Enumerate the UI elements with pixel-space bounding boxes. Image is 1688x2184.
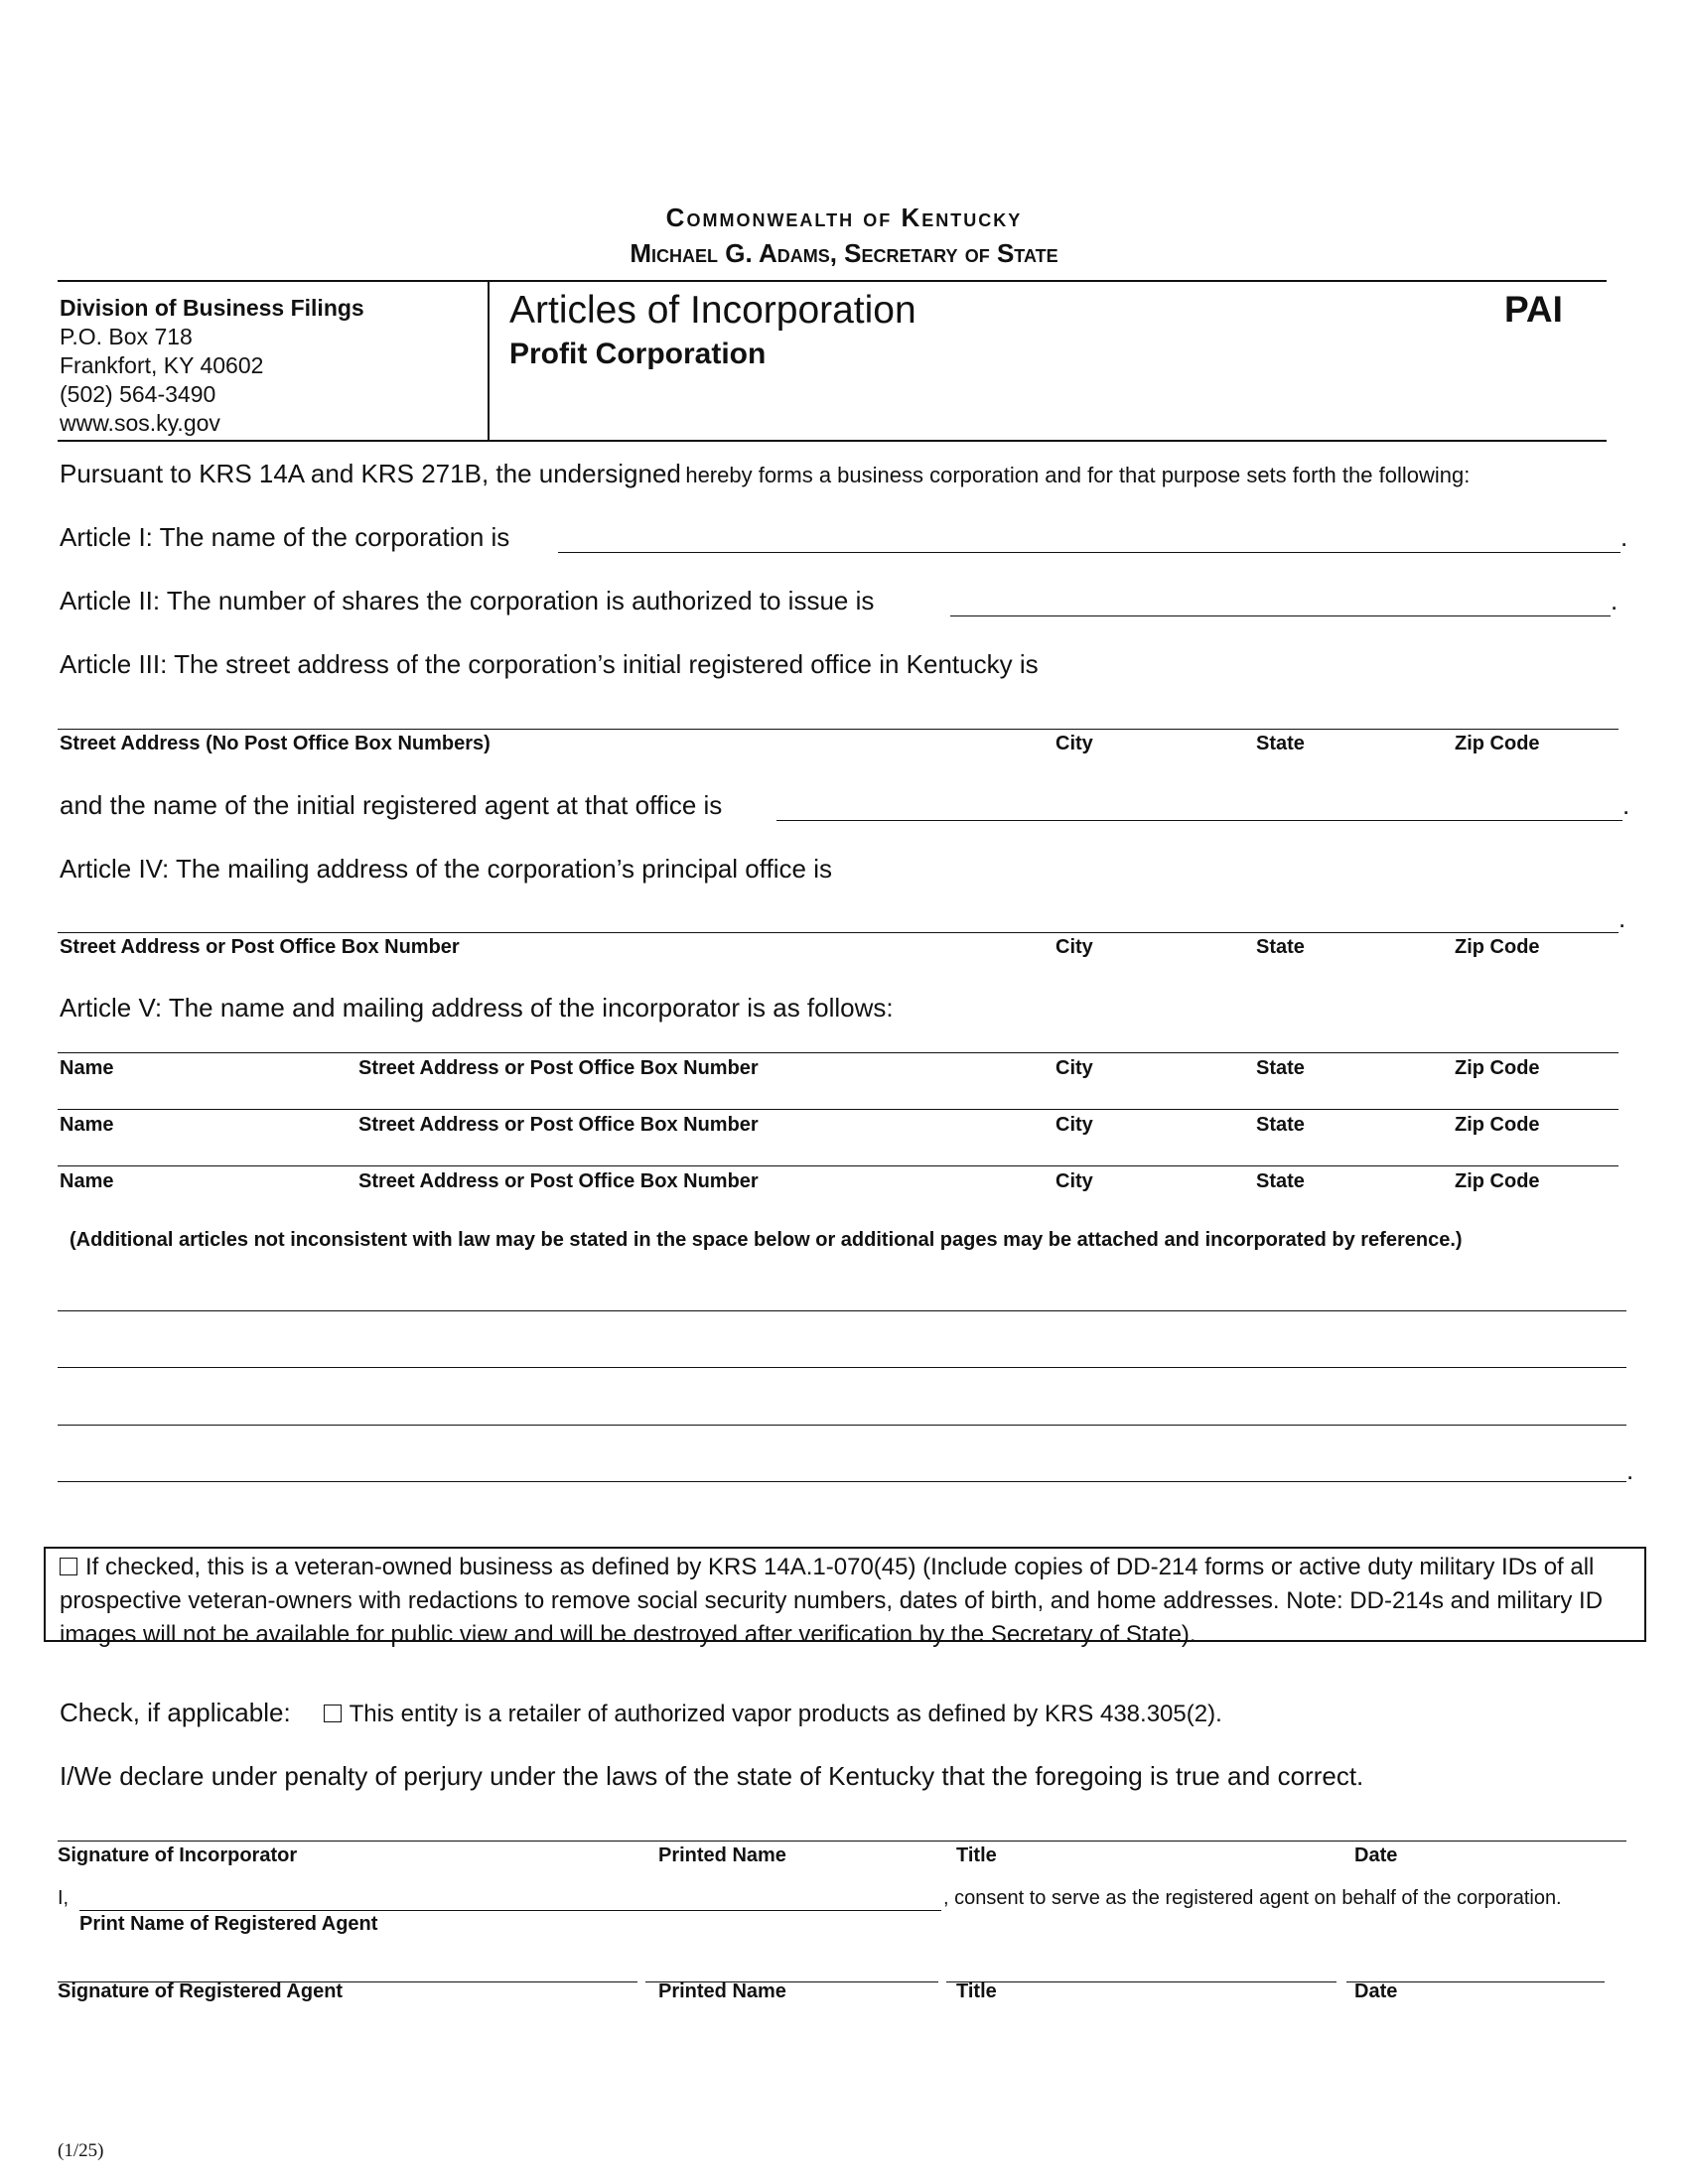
agent-date-line[interactable] [1346, 1958, 1605, 1982]
label-state: State [1256, 1170, 1305, 1192]
label-street-or-po: Street Address or Post Office Box Number [60, 936, 460, 958]
article-2-label: Article II: The number of shares the corporation is authorized to issue is [60, 586, 875, 615]
label-state: State [1256, 1057, 1305, 1079]
additional-articles-note: (Additional articles not inconsistent with law may be stated in the space below or additional pages may be attached and incorporated by reference.) [70, 1229, 1463, 1251]
agent-title-line[interactable] [946, 1958, 1336, 1982]
vapor-label: Check, if applicable: [60, 1698, 291, 1727]
revision-code: (1/25) [58, 2140, 104, 2161]
article-3-label: Article III: The street address of the corporation’s initial registered office in Kentucky is [60, 649, 1039, 679]
label-title: Title [956, 1844, 997, 1866]
label-city: City [1055, 1114, 1093, 1136]
division-web: www.sos.ky.gov [60, 410, 220, 436]
article-3-address-field[interactable] [58, 695, 1618, 730]
registered-agent-field[interactable] [776, 794, 1622, 821]
additional-line-4[interactable] [58, 1451, 1626, 1482]
label-city: City [1055, 1057, 1093, 1079]
header-commonwealth: Commonwealth of Kentucky [665, 203, 1023, 232]
vapor-checkbox[interactable] [324, 1705, 342, 1722]
form-subtitle: Profit Corporation [509, 338, 767, 370]
label-street-or-po: Street Address or Post Office Box Number [358, 1170, 759, 1192]
label-name: Name [60, 1170, 114, 1192]
label-printed-name: Printed Name [658, 1844, 786, 1866]
header-divider [488, 281, 490, 440]
incorporator-signature-line[interactable] [58, 1817, 1626, 1842]
label-zip: Zip Code [1455, 1057, 1540, 1079]
period: . [1620, 522, 1628, 552]
label-state: State [1256, 1114, 1305, 1136]
label-printed-name: Printed Name [658, 1980, 786, 2002]
division-city: Frankfort, KY 40602 [60, 352, 264, 378]
label-date: Date [1354, 1844, 1398, 1866]
article-1-label: Article I: The name of the corporation is [60, 522, 510, 552]
period: . [1618, 903, 1626, 933]
header-rule-top [58, 280, 1607, 282]
consent-prefix: I, [58, 1887, 70, 1909]
label-street-or-po: Street Address or Post Office Box Number [358, 1057, 759, 1079]
label-signature-agent: Signature of Registered Agent [58, 1980, 344, 2002]
consent-suffix: , consent to serve as the registered agent on behalf of the corporation. [943, 1887, 1562, 1909]
label-name: Name [60, 1114, 114, 1136]
declaration: I/We declare under penalty of perjury under the laws of the state of Kentucky that the foregoing is true and correct. [60, 1761, 1364, 1791]
period: . [1611, 586, 1618, 615]
division-box: P.O. Box 718 [60, 324, 193, 349]
division-name: Division of Business Filings [60, 295, 364, 321]
label-city: City [1055, 1170, 1093, 1192]
label-print-name-agent: Print Name of Registered Agent [79, 1913, 378, 1935]
agent-label: and the name of the initial registered agent at that office is [60, 790, 723, 820]
label-title: Title [956, 1980, 997, 2002]
label-name: Name [60, 1057, 114, 1079]
period: . [1626, 1455, 1634, 1485]
label-state: State [1256, 936, 1305, 958]
article-5-label: Article V: The name and mailing address of the incorporator is as follows: [60, 993, 894, 1023]
division-block [60, 294, 364, 438]
agent-signature-line[interactable] [58, 1958, 637, 1982]
additional-line-2[interactable] [58, 1337, 1626, 1368]
incorporator-3-field[interactable] [58, 1139, 1618, 1166]
label-zip: Zip Code [1455, 733, 1540, 754]
label-date: Date [1354, 1980, 1398, 2002]
article-4-address-field[interactable] [58, 898, 1618, 933]
label-signature-incorporator: Signature of Incorporator [58, 1844, 298, 1866]
header-rule-bottom [58, 440, 1607, 442]
additional-line-3[interactable] [58, 1395, 1626, 1426]
article-4-label: Article IV: The mailing address of the corporation’s principal office is [60, 854, 832, 884]
agent-printed-name-line[interactable] [645, 1958, 938, 1982]
label-zip: Zip Code [1455, 1170, 1540, 1192]
label-zip: Zip Code [1455, 1114, 1540, 1136]
division-phone: (502) 564-3490 [60, 381, 216, 407]
article-1-name-field[interactable] [558, 526, 1620, 553]
vapor-text: This entity is a retailer of authorized vapor products as defined by KRS 438.305(2). [349, 1701, 1222, 1727]
label-street-or-po: Street Address or Post Office Box Number [358, 1114, 759, 1136]
intro-text: Pursuant to KRS 14A and KRS 271B, the undersigned hereby forms a business corporation and for that purpose sets forth the following: [60, 459, 1471, 488]
registered-agent-print-name-field[interactable] [79, 1886, 941, 1911]
label-city: City [1055, 733, 1093, 754]
incorporator-2-field[interactable] [58, 1082, 1618, 1110]
veteran-checkbox[interactable] [60, 1558, 77, 1575]
header-secretary: Michael G. Adams, Secretary of State [630, 238, 1058, 268]
period: . [1622, 790, 1630, 820]
form-code: PAI [1504, 289, 1563, 330]
label-city: City [1055, 936, 1093, 958]
article-2-shares-field[interactable] [950, 590, 1611, 616]
label-state: State [1256, 733, 1305, 754]
additional-line-1[interactable] [58, 1281, 1626, 1311]
form-title: Articles of Incorporation [509, 289, 916, 332]
veteran-text: If checked, this is a veteran-owned business as defined by KRS 14A.1-070(45) (Include copies of DD-214 forms or active duty military IDs of all prospective veteran-owners with redactions to remove social security numbers, dates of birth, and home addresses. Note: DD-214s and military ID images will not be available for public view and will be destroyed after verification by the Secretary of State). [60, 1554, 1604, 1648]
label-street-no-po: Street Address (No Post Office Box Numbers) [60, 733, 491, 754]
vapor-row [60, 1698, 1222, 1728]
label-zip: Zip Code [1455, 936, 1540, 958]
veteran-box [44, 1547, 1646, 1648]
incorporator-1-field[interactable] [58, 1023, 1618, 1053]
